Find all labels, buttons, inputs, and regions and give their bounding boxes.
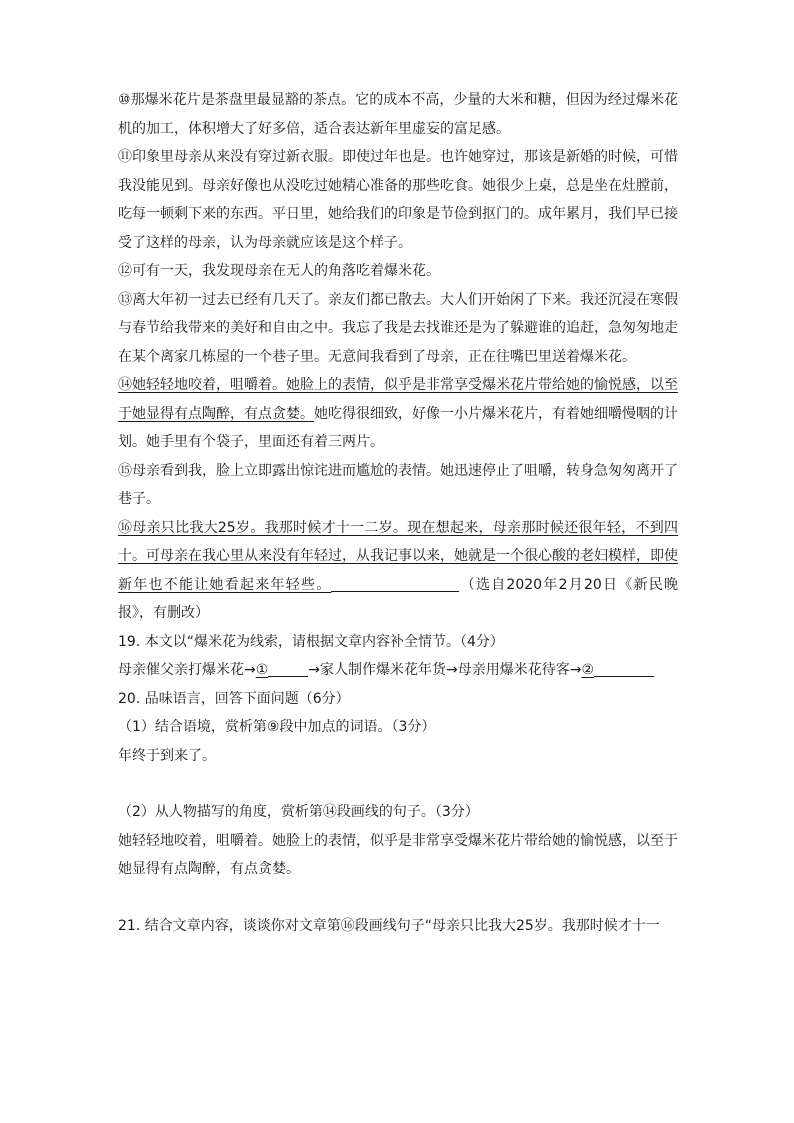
paragraph-11: ⑪印象里母亲从来没有穿过新衣服。即使过年也是。也许她穿过，那该是新婚的时候，可惜我没能见到。母亲好像也从没吃过她精心准备的那些吃食。她很少上桌，总是坐在灶膛前，吃每一顿剩下来的东西。平日里，她给我们的印象是节俭到抠门的。成年累月，我们早已接受了这样的母亲，认为母亲就应该是这个样子。 [118,149,678,251]
paragraph-12: ⑫可有一天，我发现母亲在无人的角落吃着爆米花。 [118,263,440,279]
paragraph-13: ⑬离大年初一过去已经有几天了。亲友们都已散去。大人们开始闲了下来。我还沉浸在寒假与春节给我带来的美好和自由之中。我忘了我是去找谁还是为了躲避谁的追赶，急匆匆地走在某个离家几栋屋的一个巷子里。无意间我看到了母亲，正在往嘴巴里送着爆米花。 [118,291,678,365]
question-20-sub2: （2）从人物描写的角度，赏析第⑭段画线的句子。（3分） [118,804,479,820]
blank-2-label: ② [581,662,595,678]
blank-1-answer[interactable] [268,660,308,677]
paragraph-10: ⑩那爆米花片是茶盘里最显豁的茶点。它的成本不高，少量的大米和糖，但因为经过爆米花机的加工，体积增大了好多倍，适合表达新年里虚妄的富足感。 [118,92,678,137]
paragraph-14 [118,371,678,457]
blank-1-label: ① [255,662,269,678]
answer-space[interactable] [118,884,678,912]
document-body [118,86,678,940]
paragraph-16-blank [331,575,459,592]
question-21-stem: 21. 结合文章内容，谈谈你对文章第⑯段画线句子“母亲只比我大25岁。我那时候才十一 [118,917,660,934]
question-19-stem: 19. 本文以“爆米花为线索，请根据文章内容补全情节。（4分） [118,633,504,650]
flow-start: 母亲催父亲打爆米花→ [118,662,256,678]
question-20-sub1: （1）结合语境，赏析第⑨段中加点的词语。（3分） [118,719,436,735]
paragraph-16 [118,514,678,628]
answer-space[interactable] [118,770,678,798]
paragraph-15: ⑮母亲看到我，脸上立即露出惊诧进而尴尬的表情。她迅速停止了咀嚼，转身急匆匆离开了巷子。 [118,462,678,507]
question-20-sub2-text: 她轻轻地咬着，咀嚼着。她脸上的表情，似乎是非常享受爆米花片带给她的愉悦感，以至于她显得有点陶醉，有点贪婪。 [118,832,678,877]
paragraph-16-underlined-sentence: ⑯母亲只比我大25岁。我那时候才十一二岁。现在想起来，母亲那时候还很年轻，不到四十。可母亲在我心里从来没有年轻过，从我记事以来，她就是一个很心酸的老妇模样，即使新年也不能让她看起来年轻些。 [118,519,678,593]
flow-middle: →家人制作爆米花年货→母亲用爆米花待客→ [308,662,582,678]
paragraph-14-underlined-sentence: ⑭她轻轻地咬着，咀嚼着。她脸上的表情，似乎是非常享受爆米花片带给她的愉悦感，以至于她显得有点陶醉，有点贪婪。 [118,377,678,422]
blank-2-answer[interactable] [594,660,654,677]
source-citation: （选自2020年2月20日《新民晚报》，有删改） [118,576,679,621]
question-20-sub1-text: 年终于到来了。 [118,747,216,764]
paragraph-14-rest: 她吃得很细致，好像一小片爆米花片，有着她细嚼慢咽的计划。她手里有个袋子，里面还有着三两片。 [118,405,678,450]
question-19-flow [118,656,678,685]
question-20-stem: 20. 品味语言，回答下面问题（6分） [118,690,350,707]
